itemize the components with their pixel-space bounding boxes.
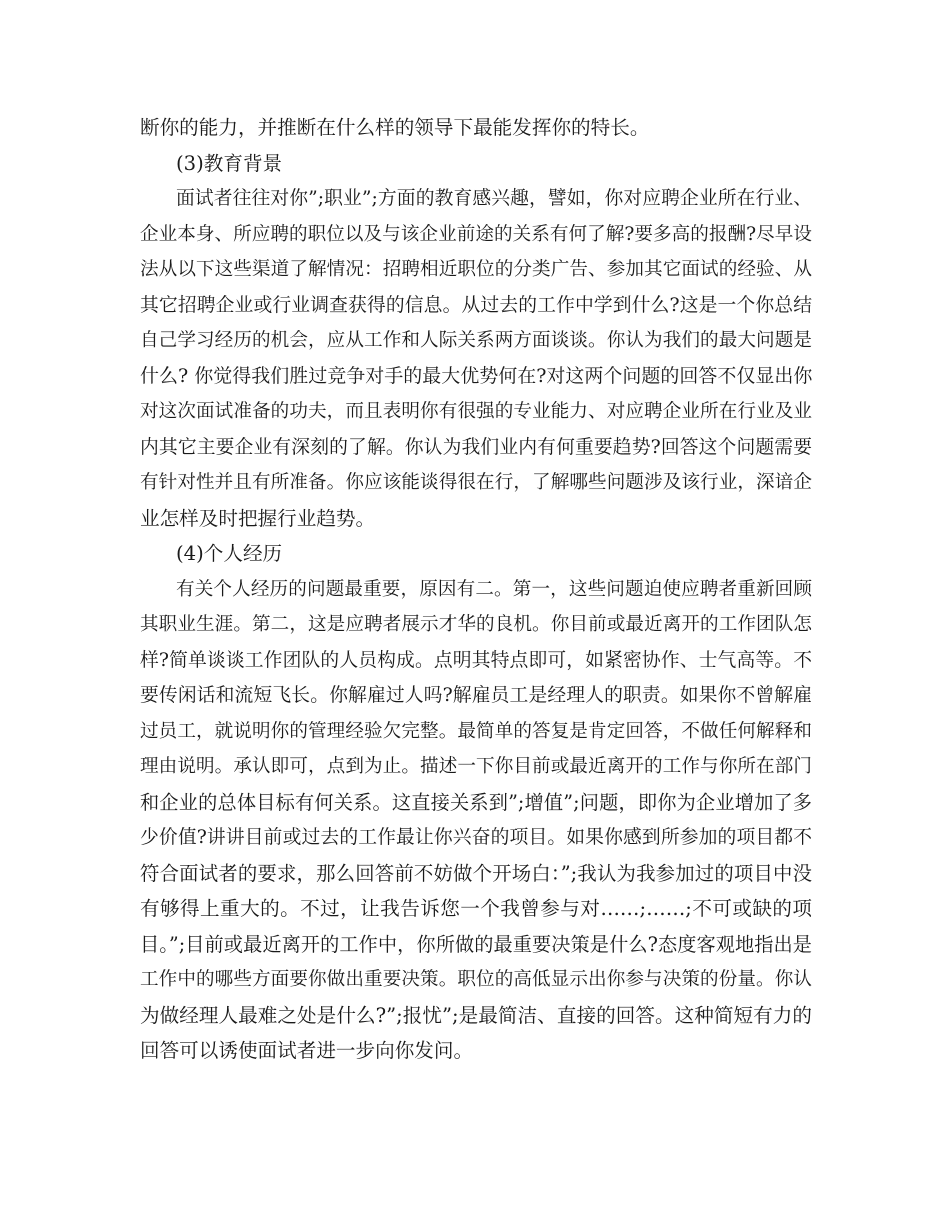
text-line: 法从以下这些渠道了解情况：招聘相近职位的分类广告、参加其它面试的经验、从 bbox=[140, 259, 812, 280]
paragraph-last-line: 回答可以诱使面试者进一步向你发问。 bbox=[140, 1039, 474, 1062]
paragraph-last-line: 断你的能力，并推断在什么样的领导下最能发挥你的特长。 bbox=[140, 116, 650, 139]
document-body bbox=[140, 110, 812, 1069]
text-line: 样?简单谈谈工作团队的人员构成。点明其特点即可，如紧密协作、士气高等。不 bbox=[140, 649, 812, 671]
paragraph-first-line: 有关个人经历的问题最重要，原因有二。第一，这些问题迫使应聘者重新回顾 bbox=[176, 578, 812, 600]
text-line: 为做经理人最难之处是什么?”;报忧”;是最简洁、直接的回答。这种简短有力的 bbox=[140, 1003, 812, 1027]
text-line: 过员工，就说明你的管理经验欠完整。最简单的答复是肯定回答，不做任何解释和 bbox=[140, 720, 812, 742]
text-line: 内其它主要企业有深刻的了解。你认为我们业内有何重要趋势?回答这个问题需要 bbox=[140, 436, 812, 458]
text-line: 其它招聘企业或行业调查获得的信息。从过去的工作中学到什么?这是一个你总结 bbox=[140, 294, 812, 316]
text-line: 符合面试者的要求，那么回答前不妨做个开场白：”;我认为我参加过的项目中没 bbox=[140, 861, 812, 885]
paragraph-first-line: 面试者往往对你”;职业”;方面的教育感兴趣，譬如，你对应聘企业所在行业、 bbox=[176, 188, 812, 209]
text-line: 自己学习经历的机会，应从工作和人际关系两方面谈谈。你认为我们的最大问题是 bbox=[140, 330, 812, 351]
text-line: 工作中的哪些方面要你做出重要决策。职位的高低显示出你参与决策的份量。你认 bbox=[140, 969, 812, 990]
text-line: 对这次面试准备的功夫，而且表明你有很强的专业能力、对应聘企业所在行业及业 bbox=[140, 401, 812, 422]
section-heading: (3)教育背景 bbox=[176, 151, 283, 175]
text-line: 有够得上重大的。不过，让我告诉您一个我曾参与对……;……;不可或缺的项 bbox=[140, 897, 812, 920]
text-line: 理由说明。承认即可，点到为止。描述一下你目前或最近离开的工作与你所在部门 bbox=[140, 756, 812, 777]
text-line: 和企业的总体目标有何关系。这直接关系到”;增值”;问题，即你为企业增加了多 bbox=[140, 790, 812, 814]
text-line: 有针对性并且有所准备。你应该能谈得很在行，了解哪些问题涉及该行业，深谙企 bbox=[140, 472, 812, 493]
text-line: 什么? 你觉得我们胜过竞争对手的最大优势何在?对这两个问题的回答不仅显出你 bbox=[140, 364, 813, 387]
text-line: 少价值?讲讲目前或过去的工作最让你兴奋的项目。如果你感到所参加的项目都不 bbox=[140, 827, 812, 848]
text-line: 目。”;目前或最近离开的工作中，你所做的最重要决策是什么?态度客观地指出是 bbox=[140, 932, 812, 956]
text-line: 其职业生涯。第二，这是应聘者展示才华的良机。你目前或最近离开的工作团队怎 bbox=[140, 614, 812, 635]
text-line: 企业本身、所应聘的职位以及与该企业前途的关系有何了解?要多高的报酬?尽早设 bbox=[140, 223, 812, 245]
text-line: 要传闲话和流短飞长。你解雇过人吗?解雇员工是经理人的职责。如果你不曾解雇 bbox=[140, 685, 812, 706]
paragraph-last-line: 业怎样及时把握行业趋势。 bbox=[140, 506, 376, 530]
section-heading: (4)个人经历 bbox=[176, 542, 283, 565]
